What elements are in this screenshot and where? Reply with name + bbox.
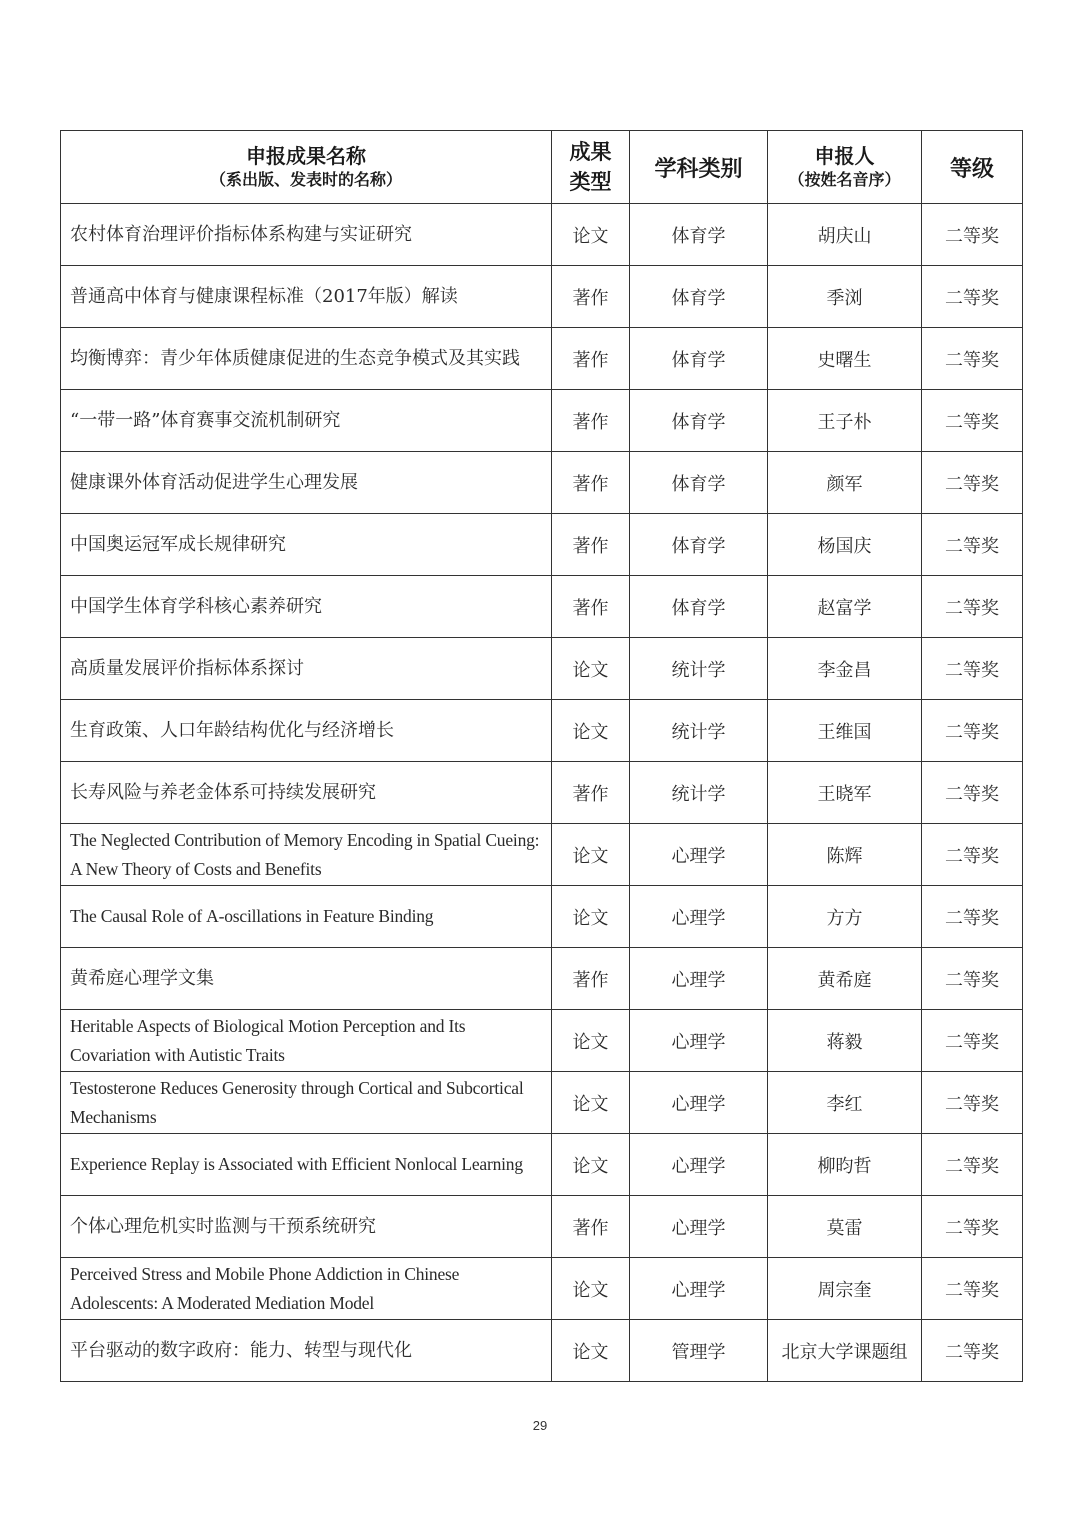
cell-discipline: 体育学 <box>630 514 768 576</box>
header-applicant-main: 申报人 <box>814 144 875 168</box>
cell-type: 著作 <box>552 266 630 328</box>
cell-type: 论文 <box>552 1072 630 1134</box>
award-table <box>60 130 1023 1382</box>
cell-type: 著作 <box>552 576 630 638</box>
cell-grade: 二等奖 <box>922 266 1023 328</box>
cell-grade: 二等奖 <box>922 390 1023 452</box>
cell-applicant: 黄希庭 <box>768 948 922 1010</box>
cell-discipline: 体育学 <box>630 328 768 390</box>
cell-type: 著作 <box>552 1196 630 1258</box>
cell-applicant: 王维国 <box>768 700 922 762</box>
cell-title: Experience Replay is Associated with Efficient Nonlocal Learning <box>61 1134 552 1196</box>
header-row <box>61 131 1023 204</box>
table-row <box>61 266 1023 328</box>
cell-discipline: 心理学 <box>630 1072 768 1134</box>
cell-discipline: 统计学 <box>630 762 768 824</box>
cell-applicant: 史曙生 <box>768 328 922 390</box>
cell-type: 论文 <box>552 1320 630 1382</box>
cell-applicant: 王子朴 <box>768 390 922 452</box>
cell-title: 高质量发展评价指标体系探讨 <box>61 638 552 700</box>
cell-applicant: 杨国庆 <box>768 514 922 576</box>
cell-type: 论文 <box>552 824 630 886</box>
cell-discipline: 体育学 <box>630 266 768 328</box>
cell-discipline: 体育学 <box>630 576 768 638</box>
cell-title: 健康课外体育活动促进学生心理发展 <box>61 452 552 514</box>
cell-grade: 二等奖 <box>922 1134 1023 1196</box>
cell-grade: 二等奖 <box>922 762 1023 824</box>
cell-title: The Neglected Contribution of Memory Encoding in Spatial Cueing: A New Theory of Costs and Benefits <box>61 824 552 886</box>
header-discipline <box>630 131 768 204</box>
cell-type: 论文 <box>552 1258 630 1320</box>
cell-applicant: 颜军 <box>768 452 922 514</box>
header-grade-label: 等级 <box>949 155 994 182</box>
cell-applicant: 赵富学 <box>768 576 922 638</box>
cell-title: 农村体育治理评价指标体系构建与实证研究 <box>61 204 552 266</box>
cell-title: 黄希庭心理学文集 <box>61 948 552 1010</box>
cell-title: 中国奥运冠军成长规律研究 <box>61 514 552 576</box>
cell-discipline: 心理学 <box>630 886 768 948</box>
table-row <box>61 204 1023 266</box>
table-row <box>61 1196 1023 1258</box>
cell-title: 生育政策、人口年龄结构优化与经济增长 <box>61 700 552 762</box>
cell-title: Testosterone Reduces Generosity through Cortical and Subcortical Mechanisms <box>61 1072 552 1134</box>
cell-type: 著作 <box>552 452 630 514</box>
cell-grade: 二等奖 <box>922 824 1023 886</box>
cell-title: 均衡博弈：青少年体质健康促进的生态竞争模式及其实践 <box>61 328 552 390</box>
table-row <box>61 886 1023 948</box>
table-row <box>61 948 1023 1010</box>
cell-grade: 二等奖 <box>922 452 1023 514</box>
cell-discipline: 心理学 <box>630 948 768 1010</box>
table-body <box>61 204 1023 1382</box>
cell-applicant: 陈辉 <box>768 824 922 886</box>
cell-grade: 二等奖 <box>922 1010 1023 1072</box>
cell-type: 论文 <box>552 638 630 700</box>
cell-type: 著作 <box>552 514 630 576</box>
table-row <box>61 762 1023 824</box>
table-row <box>61 514 1023 576</box>
cell-type: 著作 <box>552 948 630 1010</box>
cell-discipline: 管理学 <box>630 1320 768 1382</box>
cell-applicant: 蒋毅 <box>768 1010 922 1072</box>
cell-applicant: 季浏 <box>768 266 922 328</box>
cell-grade: 二等奖 <box>922 514 1023 576</box>
cell-grade: 二等奖 <box>922 1320 1023 1382</box>
table-row <box>61 1010 1023 1072</box>
page-number: 29 <box>532 1418 548 1433</box>
table-row <box>61 452 1023 514</box>
cell-discipline: 体育学 <box>630 452 768 514</box>
cell-applicant: 周宗奎 <box>768 1258 922 1320</box>
cell-title: “一带一路”体育赛事交流机制研究 <box>61 390 552 452</box>
header-discipline-label: 学科类别 <box>654 155 743 182</box>
table-row <box>61 1320 1023 1382</box>
table-row <box>61 328 1023 390</box>
cell-discipline: 心理学 <box>630 1134 768 1196</box>
cell-applicant: 李红 <box>768 1072 922 1134</box>
cell-applicant: 胡庆山 <box>768 204 922 266</box>
header-title <box>61 131 552 204</box>
cell-type: 著作 <box>552 328 630 390</box>
cell-discipline: 统计学 <box>630 700 768 762</box>
cell-grade: 二等奖 <box>922 948 1023 1010</box>
cell-discipline: 体育学 <box>630 390 768 452</box>
cell-title: 平台驱动的数字政府：能力、转型与现代化 <box>61 1320 552 1382</box>
header-title-main: 申报成果名称 <box>246 144 366 168</box>
header-title-sub: （系出版、发表时的名称） <box>209 170 402 189</box>
header-type-line2: 类型 <box>569 169 612 194</box>
cell-grade: 二等奖 <box>922 576 1023 638</box>
table-row <box>61 1072 1023 1134</box>
cell-type: 著作 <box>552 762 630 824</box>
cell-grade: 二等奖 <box>922 1196 1023 1258</box>
cell-type: 著作 <box>552 390 630 452</box>
cell-discipline: 心理学 <box>630 1196 768 1258</box>
cell-title: 普通高中体育与健康课程标准（2017年版）解读 <box>61 266 552 328</box>
cell-discipline: 统计学 <box>630 638 768 700</box>
header-type <box>552 131 630 204</box>
cell-applicant: 李金昌 <box>768 638 922 700</box>
table-row <box>61 390 1023 452</box>
cell-discipline: 心理学 <box>630 824 768 886</box>
table-row <box>61 1134 1023 1196</box>
cell-discipline: 体育学 <box>630 204 768 266</box>
cell-grade: 二等奖 <box>922 328 1023 390</box>
cell-grade: 二等奖 <box>922 1258 1023 1320</box>
table-row <box>61 700 1023 762</box>
cell-type: 论文 <box>552 1134 630 1196</box>
header-applicant-sub: （按姓名音序） <box>788 170 901 189</box>
cell-grade: 二等奖 <box>922 886 1023 948</box>
cell-title: 个体心理危机实时监测与干预系统研究 <box>61 1196 552 1258</box>
table-header <box>61 131 1023 204</box>
cell-title: Heritable Aspects of Biological Motion Perception and Its Covariation with Autistic Traits <box>61 1010 552 1072</box>
cell-applicant: 王晓军 <box>768 762 922 824</box>
cell-grade: 二等奖 <box>922 204 1023 266</box>
cell-applicant: 莫雷 <box>768 1196 922 1258</box>
cell-grade: 二等奖 <box>922 700 1023 762</box>
header-type-line1: 成果 <box>569 139 612 164</box>
cell-type: 论文 <box>552 700 630 762</box>
cell-title: 中国学生体育学科核心素养研究 <box>61 576 552 638</box>
cell-applicant: 方方 <box>768 886 922 948</box>
cell-grade: 二等奖 <box>922 1072 1023 1134</box>
table-row <box>61 576 1023 638</box>
cell-title: 长寿风险与养老金体系可持续发展研究 <box>61 762 552 824</box>
header-grade <box>922 131 1023 204</box>
header-applicant <box>768 131 922 204</box>
cell-applicant: 柳昀哲 <box>768 1134 922 1196</box>
cell-discipline: 心理学 <box>630 1010 768 1072</box>
cell-type: 论文 <box>552 886 630 948</box>
cell-discipline: 心理学 <box>630 1258 768 1320</box>
table-row <box>61 824 1023 886</box>
table-row <box>61 638 1023 700</box>
cell-applicant: 北京大学课题组 <box>768 1320 922 1382</box>
cell-type: 论文 <box>552 204 630 266</box>
table-row <box>61 1258 1023 1320</box>
cell-grade: 二等奖 <box>922 638 1023 700</box>
cell-type: 论文 <box>552 1010 630 1072</box>
cell-title: Perceived Stress and Mobile Phone Addiction in Chinese Adolescents: A Moderated Mediation Model <box>61 1258 552 1320</box>
cell-title: The Causal Role of Α-oscillations in Feature Binding <box>61 886 552 948</box>
